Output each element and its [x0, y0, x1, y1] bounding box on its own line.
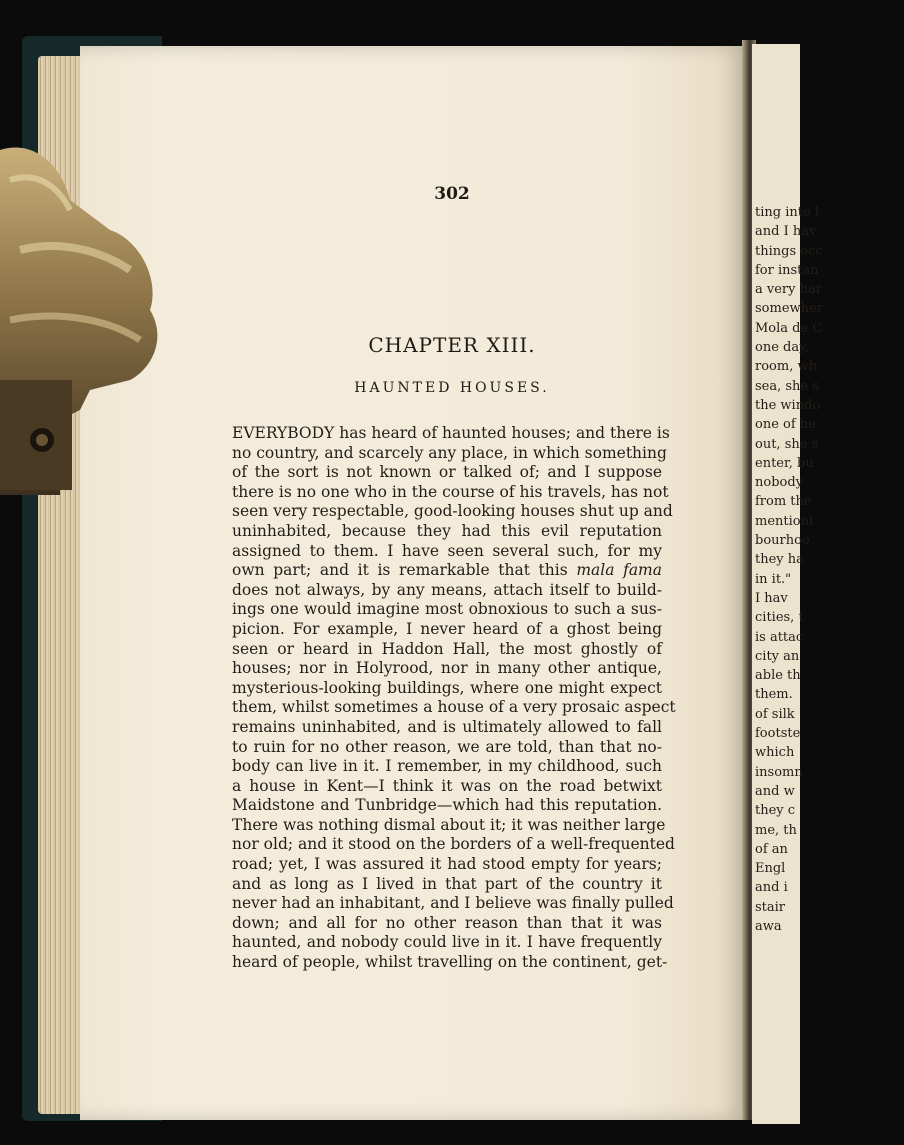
facing-page-line: of silk: [755, 706, 795, 722]
text-line: seen or heard in Haddon Hall, the most ghostly of: [232, 639, 662, 658]
facing-page-line: room, wh: [755, 359, 817, 375]
text-line: seen very respectable, good-looking houses shut up and: [232, 502, 673, 521]
section-title: HAUNTED HOUSES.: [354, 380, 550, 396]
facing-page-line: bourhoo: [755, 533, 810, 549]
text-line: uninhabited, because they had this evil reputation: [232, 521, 662, 540]
facing-page-line: and I hav: [755, 224, 817, 240]
facing-page-line: nobody: [755, 475, 804, 491]
facing-page-line: cities, t: [755, 610, 804, 626]
facing-page-line: them.: [755, 687, 793, 703]
body-text: [232, 424, 676, 973]
facing-page-line: awa: [755, 918, 782, 934]
text-line: mysterious-looking buildings, where one might expect: [232, 678, 662, 697]
text-line: down; and all for no other reason than that it was: [232, 913, 662, 932]
facing-page-line: things occ: [755, 243, 823, 259]
facing-page-line: is attac: [755, 629, 804, 645]
text-line: no country, and scarcely any place, in which something: [232, 443, 667, 462]
facing-page-line: sea, she s: [755, 378, 819, 394]
facing-page-text: [755, 203, 823, 936]
text-line: of the sort is not known or talked of; and I suppose: [232, 463, 662, 482]
chapter-title: CHAPTER XIII.: [368, 333, 536, 357]
text-line: never had an inhabitant, and I believe was finally pulled: [232, 894, 674, 913]
facing-page-line: and w: [755, 783, 795, 799]
facing-page-line: a very har: [755, 282, 822, 298]
facing-page-line: footste: [755, 726, 801, 742]
facing-page-line: which: [755, 745, 795, 761]
text-line: Maidstone and Tunbridge—which had this reputation.: [232, 796, 662, 815]
facing-page-line: out, she s: [755, 436, 819, 452]
facing-page-line: somewher: [755, 301, 823, 317]
facing-page-line: in it.": [755, 571, 792, 587]
text-line: There was nothing dismal about it; it was neither large: [232, 815, 666, 834]
text-line: a house in Kent—I think it was on the road betwixt: [232, 776, 662, 795]
facing-page-line: Engl: [755, 861, 786, 877]
text-line: EVERYBODY has heard of haunted houses; and there is: [232, 424, 670, 442]
facing-page-line: enter, bu: [755, 455, 814, 471]
facing-page-line: and i: [755, 880, 788, 896]
text-line: ings one would imagine most obnoxious to such a sus-: [232, 600, 662, 619]
facing-page-line: me, th: [755, 822, 797, 838]
text-line: picion. For example, I never heard of a ghost being: [232, 619, 662, 638]
facing-page-line: ting into l: [755, 205, 820, 220]
text-line: haunted, and nobody could live in it. I have frequently: [232, 933, 662, 952]
facing-page-line: I hav: [755, 590, 788, 606]
facing-page-line: city an: [755, 648, 800, 664]
facing-page-line: Mola de C: [755, 320, 823, 336]
text-line: nor old; and it stood on the borders of a well-frequented: [232, 835, 675, 854]
facing-page-line: able th: [755, 668, 801, 684]
text-line: houses; nor in Holyrood, nor in many other antique,: [232, 659, 662, 678]
text-line: them, whilst sometimes a house of a very prosaic aspect: [232, 698, 676, 717]
text-line: road; yet, I was assured it had stood empty for years;: [232, 855, 662, 874]
text-line: body can live in it. I remember, in my childhood, such: [232, 757, 662, 776]
text-line: remains uninhabited, and is ultimately allowed to fall: [232, 717, 662, 736]
facing-page-line: mentioni: [755, 513, 814, 529]
text-line: assigned to them. I have seen several such, for my: [232, 541, 662, 560]
facing-page-line: stair: [755, 899, 786, 915]
facing-page-line: they c: [755, 803, 796, 819]
facing-page-line: the windo: [755, 397, 821, 413]
text-line: does not always, by any means, attach itself to build-: [232, 580, 662, 599]
text-line: to ruin for no other reason, we are told, than that no-: [232, 737, 662, 756]
facing-page-line: from the: [755, 494, 812, 510]
facing-page-line: they ha: [755, 552, 804, 568]
text-line: and as long as I lived in that part of the country it: [232, 874, 662, 893]
text-line: own part; and it is remarkable that this mala fama: [232, 561, 662, 580]
facing-page-line: for instan: [755, 262, 819, 278]
facing-page-line: of an: [755, 841, 788, 857]
facing-page-line: insomn: [755, 764, 803, 780]
text-line: heard of people, whilst travelling on the continent, get-: [232, 953, 668, 972]
page-number: 302: [434, 184, 470, 204]
facing-page-line: one day,: [755, 340, 809, 356]
text-line: there is no one who in the course of his travels, has not: [232, 482, 669, 501]
facing-page-line: one of he: [755, 417, 816, 433]
